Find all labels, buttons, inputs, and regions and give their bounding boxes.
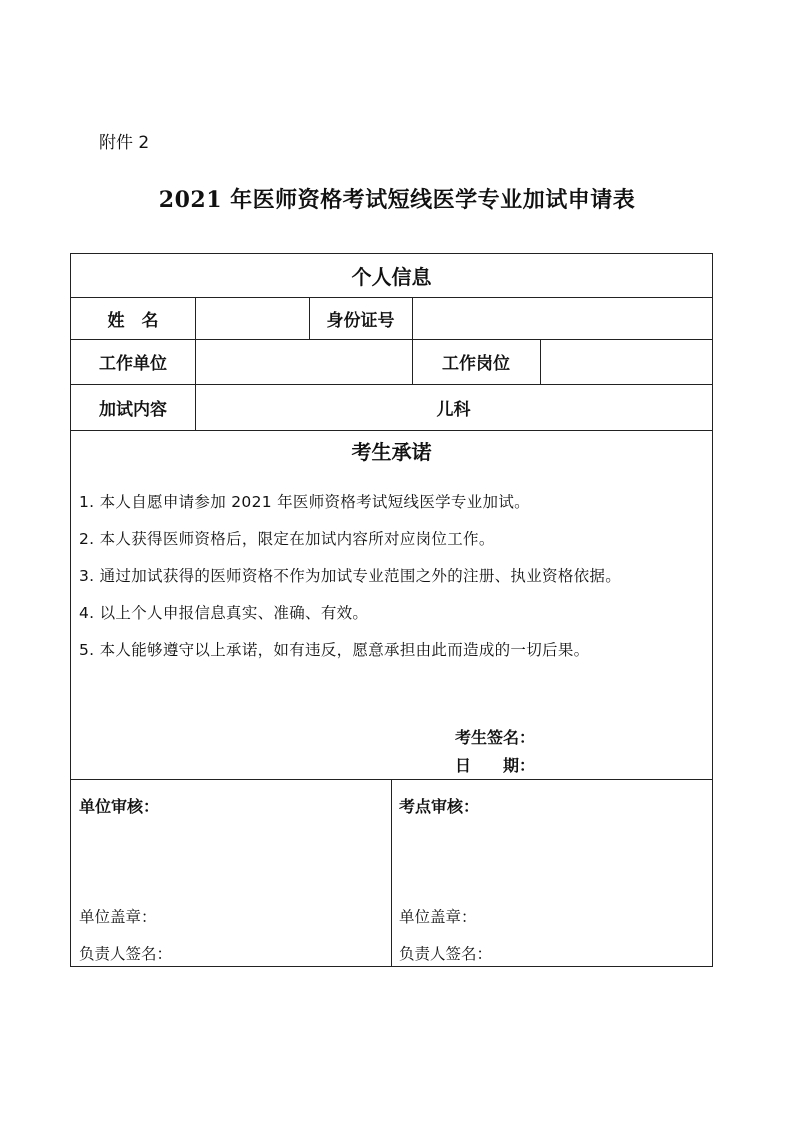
pledge-item: 1. 本人自愿申请参加 2021 年医师资格考试短线医学专业加试。 xyxy=(79,493,530,511)
pledge-heading: 考生承诺 xyxy=(351,439,432,464)
personal-info-heading: 个人信息 xyxy=(351,265,432,289)
unit-seal-label: 单位盖章： xyxy=(79,908,157,926)
pledge-item: 5. 本人能够遵守以上承诺，如有违反，愿意承担由此而造成的一切后果。 xyxy=(79,641,590,659)
col-divider xyxy=(391,779,392,967)
exam-content-label: 加试内容 xyxy=(99,399,167,420)
exam-site-review-label: 考点审核： xyxy=(399,797,480,816)
id-number-field[interactable] xyxy=(412,297,712,339)
id-number-label: 身份证号 xyxy=(326,310,395,331)
pledge-item: 3. 通过加试获得的医师资格不作为加试专业范围之外的注册、执业资格依据。 xyxy=(79,567,622,585)
candidate-signature-label: 考生签名： xyxy=(455,728,536,747)
work-post-label: 工作岗位 xyxy=(442,354,510,374)
name-field[interactable] xyxy=(195,297,309,339)
work-unit-field[interactable] xyxy=(195,339,412,384)
exam-site-responsible-signature-label: 负责人签名： xyxy=(399,945,493,963)
pledge-item: 4. 以上个人申报信息真实、准确、有效。 xyxy=(79,604,369,622)
work-unit-label: 工作单位 xyxy=(99,354,167,374)
name-label: 姓 名 xyxy=(107,310,159,331)
exam-content-value: 儿科 xyxy=(436,399,471,420)
unit-responsible-signature-label: 负责人签名： xyxy=(79,945,173,963)
form-title: 2021 年医师资格考试短线医学专业加试申请表 xyxy=(158,187,636,213)
application-form xyxy=(70,253,713,967)
date-label: 日 期： xyxy=(455,756,536,775)
unit-review-label: 单位审核： xyxy=(79,797,160,816)
exam-site-seal-label: 单位盖章： xyxy=(399,908,477,926)
pledge-item: 2. 本人获得医师资格后，限定在加试内容所对应岗位工作。 xyxy=(79,530,495,548)
work-post-field[interactable] xyxy=(540,339,712,384)
attachment-label: 附件 2 xyxy=(99,133,150,153)
